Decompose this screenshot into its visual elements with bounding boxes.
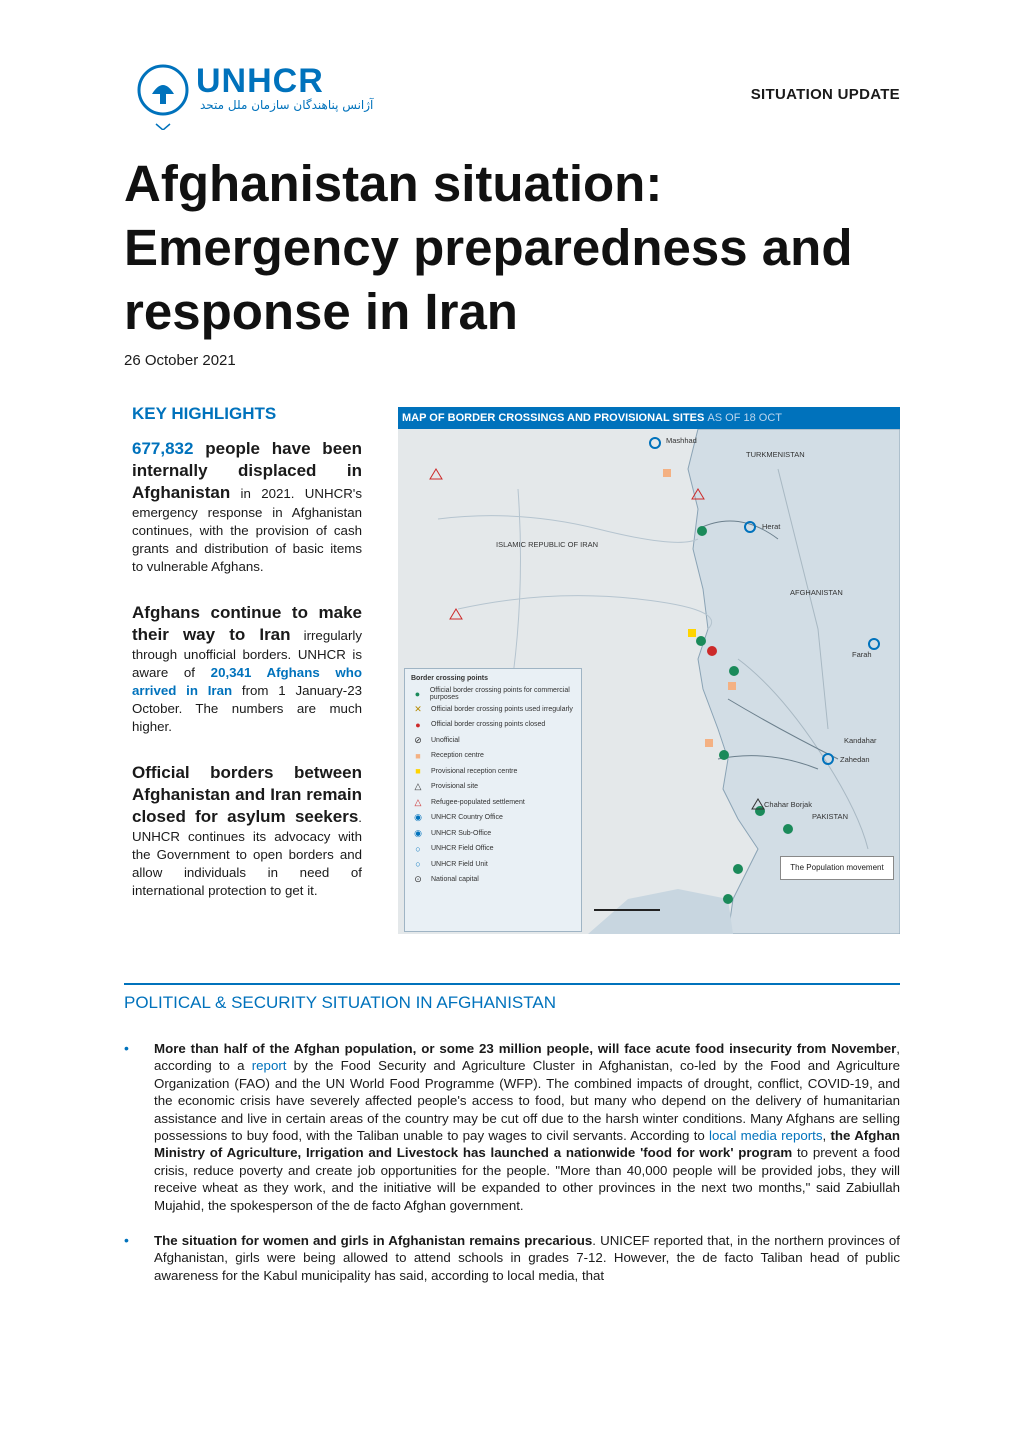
orange-square-icon: ■ — [415, 750, 421, 761]
highlight-3-bold: Official borders between Afghanistan and Iran remain closed for asylum seekers — [132, 763, 362, 826]
section-title: POLITICAL & SECURITY SITUATION IN AFGHANISTAN — [124, 993, 556, 1012]
list-item — [124, 1040, 900, 1214]
highlight-2-bold: Afghans continue to make their way to Iran — [132, 603, 362, 644]
title-line-3: response in Iran — [124, 283, 518, 340]
label-kandahar: Kandahar — [844, 736, 877, 745]
cross-icon: ✕ — [414, 703, 422, 714]
label-mashhad: Mashhad — [666, 436, 697, 445]
legend-item: ⊙ National capital — [414, 874, 479, 885]
bullet-text: More than half of the Afghan population, or some 23 million people, will face acute food insecurity from November, according to a report by the Food Security and Agriculture Cluster in Afghanistan, co-led by the Food and Agriculture Organization (FAO) and the UN World Food Programme (WFP). The combined impacts of drought, conflict, COVID-19, and the economic crisis have severely affected people's access to food, but many who depend on the delivery of humanitarian assistance and live in certain areas of the country may be cut off due to the harsh winter conditions. Many Afghans are selling possessions to buy food, with the Taliban unable to pay wages to civil servants. According to local media reports, the Afghan Ministry of Agriculture, Irrigation and Livestock has launched a nationwide 'food for work' program to prevent a food crisis, reduce poverty and create job opportunities for the people. "More than 40,000 people will be provided jobs, they will receive wheat as they work, and the initiative will be expanded to other provinces in the next two months," said Zabiullah Mujahid, the spokesperson of the de facto Afghan government. — [154, 1041, 900, 1213]
legend-item: ◉ UNHCR Country Office — [414, 812, 503, 823]
label-pakistan: PAKISTAN — [812, 812, 848, 821]
label-afghanistan: AFGHANISTAN — [790, 588, 843, 597]
field-unit-icon: ○ — [415, 859, 421, 870]
title-line-1: Afghanistan situation: — [124, 155, 663, 212]
displaced-count: 677,832 — [132, 439, 194, 458]
label-chahar-borjak: Chahar Borjak — [764, 800, 812, 809]
report-date: 26 October 2021 — [124, 352, 236, 369]
red-dot-icon: ● — [415, 719, 421, 730]
bullet-2-bold: The situation for women and girls in Afghanistan remains precarious — [154, 1233, 593, 1249]
key-highlights-heading: KEY HIGHLIGHTS — [132, 404, 277, 423]
triangle-icon: △ — [414, 781, 422, 792]
map-legend — [404, 668, 582, 932]
label-turkmenistan: TURKMENISTAN — [746, 450, 805, 459]
label-farah: Farah — [852, 650, 872, 659]
legend-item: ⊘ Unofficial — [414, 734, 460, 745]
legend-item: ○ UNHCR Field Unit — [405, 857, 581, 873]
population-movement-box: The Population movement — [780, 856, 894, 880]
legend-item: ◉ UNHCR Sub-Office — [414, 827, 492, 838]
highlight-1-text: in 2021. UNHCR's emergency response in Afghanistan continues, with the provision of cash grants and distribution of basic items to vulnerable Afghans. — [132, 486, 362, 574]
highlight-2-text-a: irregularly through unofficial borders. UNHCR is aware of — [132, 628, 362, 680]
highlight-displaced — [132, 438, 362, 576]
arrivals-link[interactable]: 20,341 Afghans who arrived in Iran — [132, 665, 362, 698]
title-line-2: Emergency preparedness and — [124, 219, 853, 276]
country-office-icon: ◉ — [414, 812, 422, 823]
map-header — [398, 409, 900, 429]
legend-item: ● Official border crossing points closed — [405, 717, 581, 733]
capital-icon: ⊙ — [414, 874, 422, 885]
list-item — [124, 1232, 900, 1284]
page-title — [124, 152, 904, 344]
highlight-2-text-b: from 1 January-23 October. The numbers are much higher. — [132, 683, 362, 734]
bullet-list — [124, 1040, 900, 1302]
map-title-date: AS OF 18 OCT — [707, 412, 782, 424]
bullet-icon: • — [124, 1040, 129, 1056]
bullet-text: The situation for women and girls in Afghanistan remains precarious. UNICEF reported that, in the northern provinces of Afghanistan, girls were being allowed to attend schools in grades 7-12. However, the de facto Taliban head of public awareness for the Kabul municipality has said, according to local media, that — [154, 1233, 901, 1283]
logo-text: UNHCR — [196, 62, 324, 100]
section-divider — [124, 983, 900, 985]
legend-item: ■ Reception centre — [405, 748, 581, 764]
legend-title: Border crossing points — [411, 675, 489, 682]
green-dot-icon: ● — [414, 688, 421, 699]
key-highlights — [132, 404, 362, 926]
logo-subtext: آژانس پناهندگان سازمان ملل متحد — [200, 98, 374, 112]
legend-item: ■ Provisional reception centre — [405, 764, 581, 780]
unhcr-logo — [134, 60, 394, 140]
no-entry-icon: ⊘ — [414, 734, 422, 745]
legend-item: △ Provisional site — [414, 781, 479, 792]
highlight-1-bold: people have been internally displaced in Afghanistan — [132, 439, 362, 502]
legend-item: △ Refugee-populated settlement — [414, 796, 525, 807]
label-zahedan: Zahedan — [840, 755, 870, 764]
legend-item: ○ UNHCR Field Office — [405, 841, 581, 857]
red-triangle-icon: △ — [414, 796, 422, 807]
local-media-link[interactable]: local media reports — [709, 1128, 823, 1144]
bullet-1-bold-2: the Afghan Ministry of Agriculture, Irrigation and Livestock has launched a nationwide 'food for work' program — [154, 1128, 900, 1161]
legend-item: ● Official border crossing points for commercial purposes — [414, 686, 570, 701]
map-title: MAP OF BORDER CROSSINGS AND PROVISIONAL SITES — [402, 412, 705, 424]
highlight-3-text: . UNHCR continues its advocacy with the Government to open borders and allow individuals in need of international protection to get it. — [132, 810, 362, 898]
bullet-1-bold: More than half of the Afghan population, or some 23 million people, will face acute food insecurity from November — [154, 1041, 897, 1056]
sub-office-icon: ◉ — [414, 827, 422, 838]
label-islamic-republic: ISLAMIC REPUBLIC OF IRAN — [496, 540, 599, 549]
unhcr-emblem-icon — [134, 60, 192, 130]
highlight-borders — [132, 762, 362, 900]
doc-type-label: SITUATION UPDATE — [750, 86, 900, 103]
field-office-icon: ○ — [415, 843, 421, 854]
report-link[interactable]: report — [251, 1058, 287, 1074]
yellow-square-icon: ■ — [415, 766, 421, 777]
label-herat: Herat — [762, 522, 781, 531]
highlight-arrivals — [132, 602, 362, 736]
legend-item: ✕ Official border crossing points used irregularly — [414, 703, 573, 714]
bullet-icon: • — [124, 1232, 129, 1249]
